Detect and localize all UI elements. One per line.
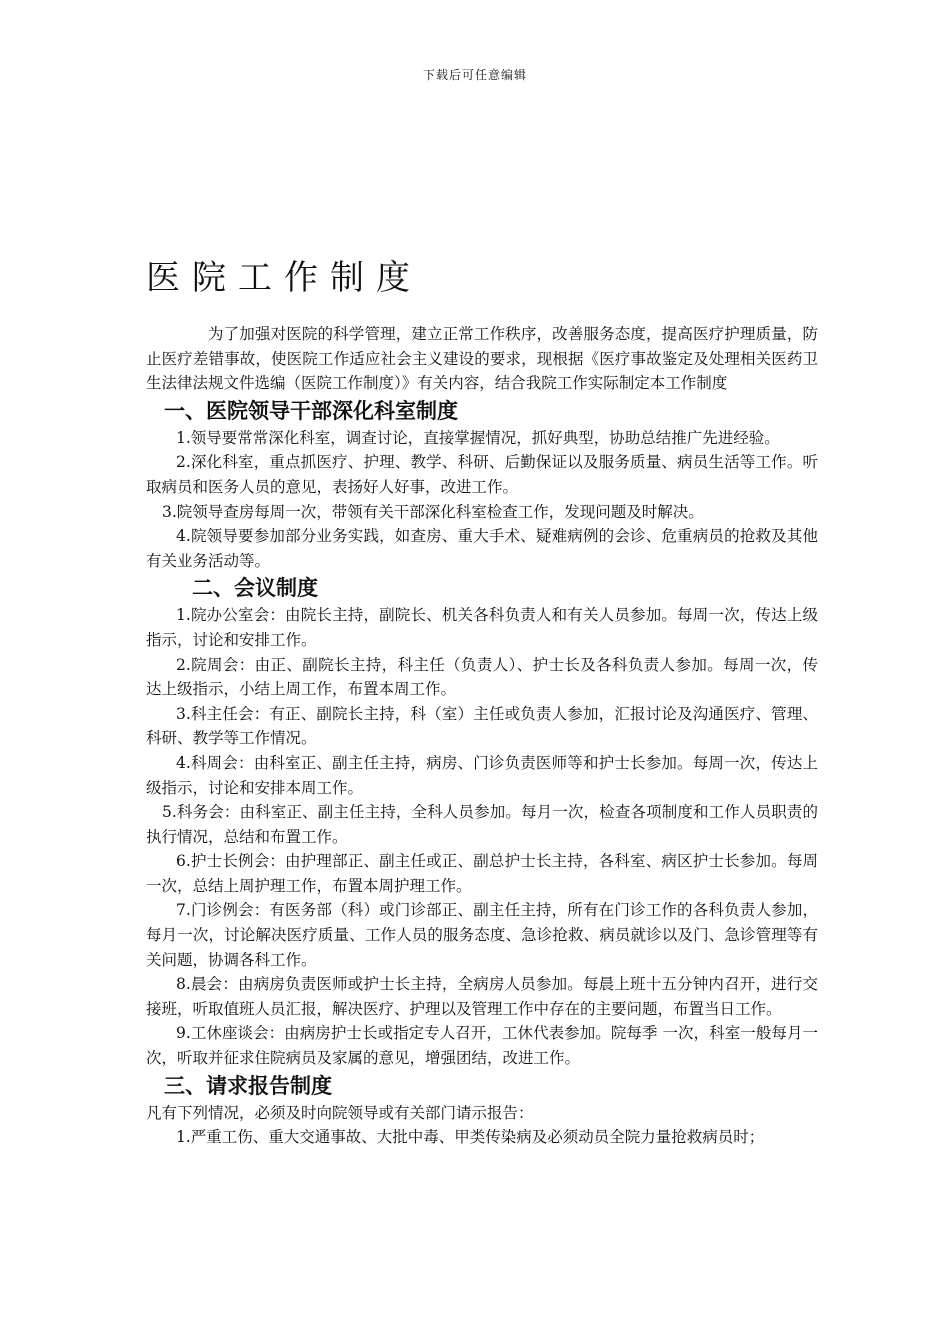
section3-item-1: 1.严重工伤、重大交通事故、大批中毒、甲类传染病及必须动员全院力量抢救病员时； xyxy=(176,1128,765,1147)
section-heading-2: 二、会议制度 xyxy=(192,576,318,601)
section3-lead: 凡有下列情况，必须及时向院领导或有关部门请示报告： xyxy=(146,1103,534,1122)
section2-item-7: 7.门诊例会：有医务部（科）或门诊部正、副主任主持，所有在门诊工作的各科负责人参加，每月一次，讨论解决医疗质量、工作人员的服务态度、急诊抢救、病员就诊以及门、急诊管理等有关问题，协调各科工作。 xyxy=(146,901,818,969)
section-heading-1: 一、医院领导干部深化科室制度 xyxy=(164,398,458,423)
section1-item-4: 4.院领导要参加部分业务实践，如查房、重大手术、疑难病例的会诊、危重病员的抢救及其他有关业务活动等。 xyxy=(146,527,818,570)
intro-paragraph: 为了加强对医院的科学管理，建立正常工作秩序，改善服务态度，提高医疗护理质量，防止医疗差错事故，使医院工作适应社会主义建设的要求，现根据《医疗事故鉴定及处理相关医药卫生法律法规文件选编（医院工作制度）》有关内容，结合我院工作实际制定本工作制度 xyxy=(146,325,818,393)
document-body xyxy=(146,322,818,1150)
section1-item-2: 2.深化科室，重点抓医疗、护理、教学、科研、后勤保证以及服务质量、病员生活等工作。听取病员和医务人员的意见，表扬好人好事，改进工作。 xyxy=(146,453,818,496)
page-header-note: 下载后可任意编辑 xyxy=(422,68,527,82)
section2-item-6: 6.护士长例会：由护理部正、副主任或正、副总护士长主持，各科室、病区护士长参加。每周一次，总结上周护理工作，布置本周护理工作。 xyxy=(146,852,818,895)
section2-item-4: 4.科周会：由科室正、副主任主持，病房、门诊负责医师等和护士长参加。每周一次，传达上级指示，讨论和安排本周工作。 xyxy=(146,753,818,797)
section-heading-3: 三、请求报告制度 xyxy=(164,1073,332,1098)
section2-item-9: 9.工休座谈会：由病房护士长或指定专人召开，工休代表参加。院每季 一次，科室一般每月一次，听取并征求住院病员及家属的意见，增强团结，改进工作。 xyxy=(146,1024,818,1068)
section2-item-8: 8.晨会：由病房负责医师或护士长主持，全病房人员参加。每晨上班十五分钟内召开，进行交接班，听取值班人员汇报，解决医疗、护理以及管理工作中存在的主要问题，布置当日工作。 xyxy=(146,975,818,1018)
section1-item-1: 1.领导要常常深化科室，调查讨论，直接掌握情况，抓好典型，协助总结推广先进经验。 xyxy=(176,428,780,447)
section2-item-2: 2.院周会：由正、副院长主持，科主任（负责人）、护士长及各科负责人参加。每周一次，传达上级指示，小结上周工作，布置本周工作。 xyxy=(146,655,818,699)
document-title: 医院工作制度 xyxy=(146,258,422,298)
section1-item-3: 3.院领导查房每周一次，带领有关干部深化科室检查工作，发现问题及时解决。 xyxy=(162,502,704,521)
section2-item-5: 5.科务会：由科室正、副主任主持，全科人员参加。每月一次，检查各项制度和工作人员职责的执行情况，总结和布置工作。 xyxy=(146,803,818,846)
section2-item-3: 3.科主任会：有正、副院长主持，科（室）主任或负责人参加，汇报讨论及沟通医疗、管理、科研、教学等工作情况。 xyxy=(146,704,818,748)
section2-item-1: 1.院办公室会：由院长主持，副院长、机关各科负责人和有关人员参加。每周一次，传达上级指示，讨论和安排工作。 xyxy=(146,606,818,649)
